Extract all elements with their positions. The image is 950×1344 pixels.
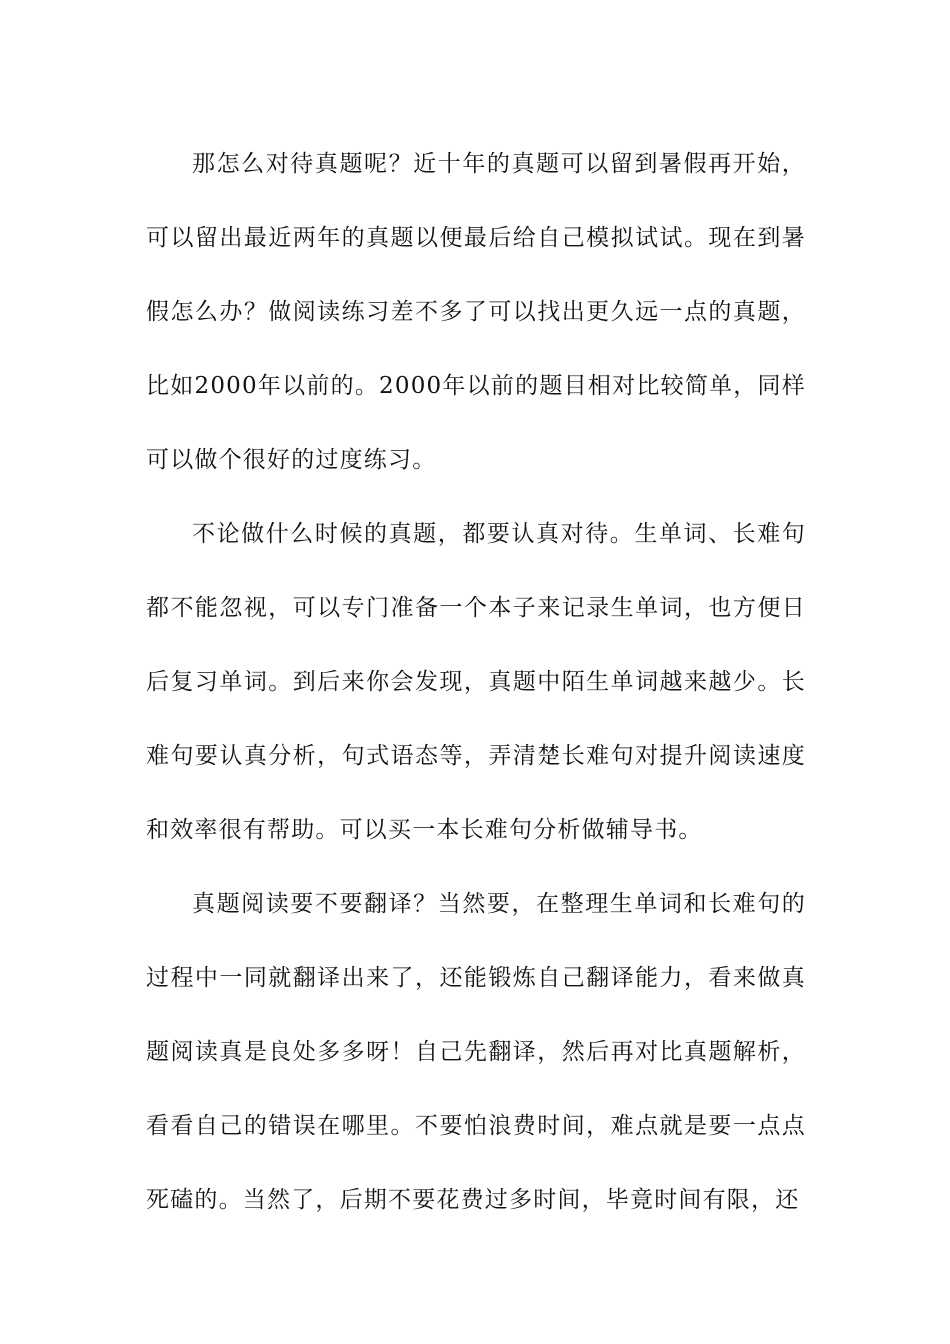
- paragraph-2: 不论做什么时候的真题，都要认真对待。生单词、长难句都不能忽视，可以专门准备一个本子来记录生单词，也方便日后复习单词。到后来你会发现，真题中陌生单词越来越少。长难句要认真分析，句式语态等，弄清楚长难句对提升阅读速度和效率很有帮助。可以买一本长难句分析做辅导书。: [146, 521, 806, 843]
- paragraph-3: 真题阅读要不要翻译？当然要，在整理生单词和长难句的过程中一同就翻译出来了，还能锻炼自己翻译能力，看来做真题阅读真是良处多多呀！自己先翻译，然后再对比真题解析，看看自己的错误在哪里。不要怕浪费时间，难点就是要一点点死磕的。当然了，后期不要花费过多时间，毕竟时间有限，还: [146, 891, 806, 1213]
- paragraph-1: 那怎么对待真题呢？近十年的真题可以留到暑假再开始，可以留出最近两年的真题以便最后给自己模拟试试。现在到暑假怎么办？做阅读练习差不多了可以找出更久远一点的真题，比如2000年以前的。2000年以前的题目相对比较简单，同样可以做个很好的过度练习。: [146, 151, 806, 473]
- document-body: [146, 127, 806, 1237]
